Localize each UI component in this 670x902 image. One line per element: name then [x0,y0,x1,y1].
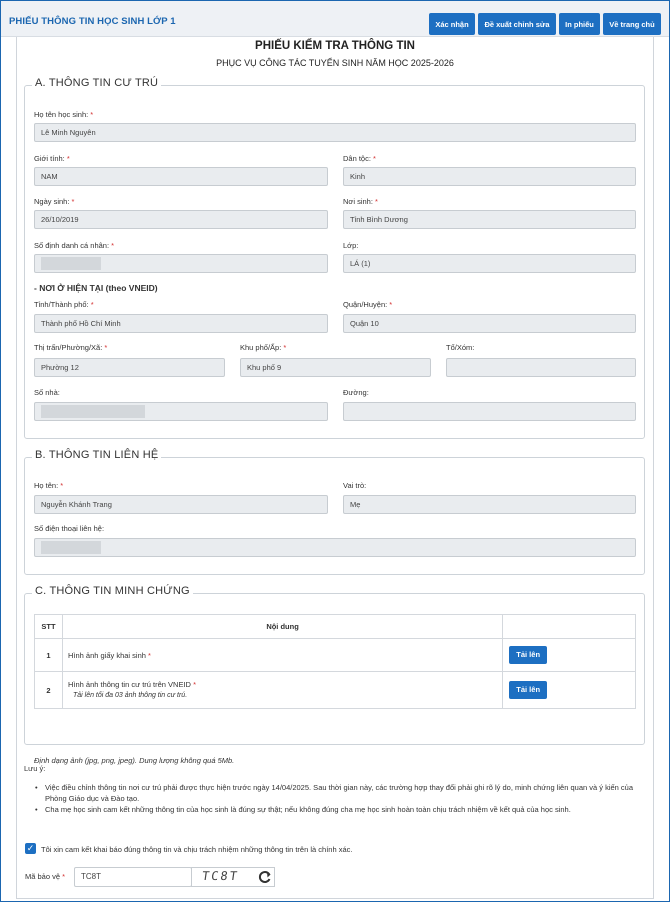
birthplace-field[interactable]: Tỉnh Bình Dương [343,210,636,229]
gender-field[interactable]: NAM [34,167,328,186]
dob-label: Ngày sinh: * [34,197,75,206]
note-item: • Việc điều chỉnh thông tin nơi cư trú phải được thực hiện trước ngày 14/04/2025. Sau thời gian này, các trường hợp thay đổi phải ghi rõ lý do, minh chứng liên quan và ý kiến của Phòng Giáo dục và Đào tạo. [35,783,634,803]
print-button[interactable]: In phiếu [559,13,600,35]
upload-button[interactable]: Tải lên [509,646,547,664]
gender-label: Giới tính: * [34,154,70,163]
section-c-title: C. THÔNG TIN MINH CHỨNG [32,585,193,597]
home-button[interactable]: Về trang chủ [603,13,661,35]
form-title: PHIẾU KIỂM TRA THÔNG TIN [255,40,415,52]
class-field[interactable]: LÁ (1) [343,254,636,273]
redacted-value [41,541,101,554]
district-label: Quận/Huyện: * [343,300,393,309]
notes-list [35,782,643,815]
form-subtitle: PHỤC VỤ CÔNG TÁC TUYỂN SINH NĂM HỌC 2025-2026 [216,58,454,68]
suggest-edit-button[interactable]: Đề xuất chỉnh sửa [478,13,556,35]
phone-label: Số điện thoại liên hệ: [34,524,105,533]
personal-id-field[interactable] [34,254,328,273]
province-field[interactable]: Thành phố Hồ Chí Minh [34,314,328,333]
scrollbar[interactable] [656,37,664,899]
row-action [503,639,636,672]
contact-name-label: Họ tên: * [34,481,64,490]
commit-label: Tôi xin cam kết khai báo đúng thông tin và chịu trách nhiệm những thông tin trên là chính xác. [41,845,353,854]
birthplace-label: Nơi sinh: * [343,197,378,206]
table-row [35,672,636,709]
col-content-header: Nội dung [62,615,502,639]
app-title: PHIẾU THÔNG TIN HỌC SINH LỚP 1 [9,16,176,27]
ethnicity-label: Dân tộc: * [343,154,376,163]
quarter-label: Khu phố/Ấp: * [240,343,287,352]
street-field[interactable] [343,402,636,421]
house-number-label: Số nhà: [34,388,60,397]
form-container [16,37,654,899]
table-header-row [35,615,636,639]
group-field[interactable] [446,358,636,377]
row-content: Hình ảnh thông tin cư trú trên VNEID * Tải lên tối đa 03 ảnh thông tin cư trú. [62,672,502,709]
student-name-label: Họ tên học sinh: * [34,110,94,119]
ward-field[interactable]: Phường 12 [34,358,225,377]
captcha-input[interactable]: TC8T [74,867,192,887]
row-stt: 2 [35,672,63,709]
row-stt: 1 [35,639,63,672]
notes-heading: Lưu ý: [24,764,46,773]
refresh-icon[interactable] [258,869,272,887]
dob-field[interactable]: 26/10/2019 [34,210,328,229]
commit-checkbox[interactable]: ✓ [26,843,35,853]
row-content: Hình ảnh giấy khai sinh * [62,639,502,672]
row-hint: Tải lên tối đa 03 ảnh thông tin cư trú. [72,691,188,699]
section-contact [24,449,645,575]
section-residence [24,77,645,439]
note-item: • Cha mẹ học sinh cam kết những thông tin của học sinh là đúng sự thật; nếu không đúng cha mẹ học sinh hoàn toàn chịu trách nhiệm về kết quả của học sinh. [35,805,571,814]
ethnicity-field[interactable]: Kinh [343,167,636,186]
evidence-table [34,614,636,709]
student-name-field[interactable]: Lê Minh Nguyên [34,123,636,142]
col-action-header [503,615,636,639]
captcha-label: Mã bảo vệ * [25,872,66,881]
quarter-field[interactable]: Khu phố 9 [240,358,431,377]
province-label: Tỉnh/Thành phố: * [34,300,94,309]
captcha-image: TC8T [201,869,240,883]
role-field[interactable]: Mẹ [343,495,636,514]
format-note: Định dạng ảnh (jpg, png, jpeg). Dung lượng không quá 5Mb. [34,756,235,765]
residence-heading: - NƠI Ở HIỆN TẠI (theo VNEID) [34,283,158,293]
redacted-value [41,257,101,270]
group-label: Tổ/Xóm: [446,343,475,352]
role-label: Vai trò: [343,481,367,490]
section-evidence [24,585,645,765]
table-row [35,639,636,672]
house-number-field[interactable] [34,402,328,421]
section-a-title: A. THÔNG TIN CƯ TRÚ [32,77,161,89]
district-field[interactable]: Quận 10 [343,314,636,333]
redacted-value [41,405,145,418]
street-label: Đường: [343,388,369,397]
confirm-button[interactable]: Xác nhận [429,13,475,35]
ward-label: Thị trấn/Phường/Xã: * [34,343,108,352]
col-stt-header: STT [35,615,63,639]
class-label: Lớp: [343,241,359,250]
top-toolbar [1,1,669,37]
captcha-box [191,867,275,887]
upload-button[interactable]: Tải lên [509,681,547,699]
contact-name-field[interactable]: Nguyễn Khánh Trang [34,495,328,514]
phone-field[interactable] [34,538,636,557]
personal-id-label: Số định danh cá nhân: * [34,241,115,250]
row-action [503,672,636,709]
section-b-title: B. THÔNG TIN LIÊN HỆ [32,449,161,461]
